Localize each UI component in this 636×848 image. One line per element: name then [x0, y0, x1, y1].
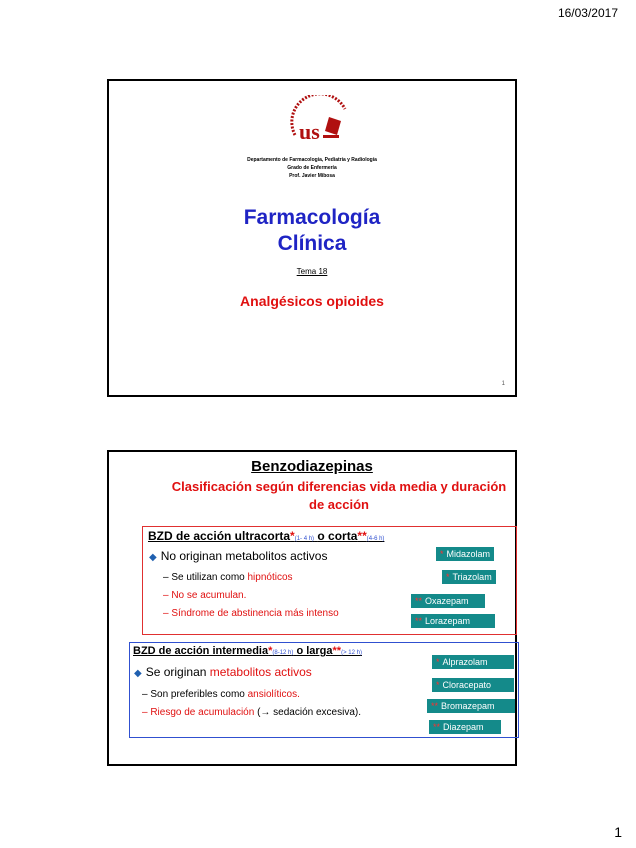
- drug-tag: [436, 547, 494, 561]
- university-seal-icon: [285, 95, 355, 149]
- drug-tag: [432, 678, 514, 692]
- half-life-range: (8-12 h): [272, 650, 294, 656]
- slide-subtitle: Analgésicos opioides: [240, 293, 384, 309]
- star-marker: **: [415, 596, 423, 606]
- drug-tag: [411, 614, 495, 628]
- header-text: o larga: [296, 645, 333, 657]
- drug-name: Alprazolam: [442, 657, 488, 667]
- drug-name: Lorazepam: [425, 616, 471, 626]
- drug-tag: [442, 570, 496, 584]
- highlight-text: hipnóticos: [247, 572, 293, 583]
- department-line: Departamento de Farmacología, Pediatría y Radiología: [247, 157, 377, 163]
- drug-tag: [411, 594, 485, 608]
- highlight-text: metabolitos activos: [209, 665, 312, 679]
- star-marker: **: [431, 701, 439, 711]
- drug-name: Oxazepam: [425, 596, 469, 606]
- topic-label: Tema 18: [296, 267, 328, 276]
- group-header: [148, 529, 384, 543]
- drug-tag: [429, 720, 501, 734]
- star-marker: *: [290, 529, 295, 543]
- star-marker: *: [446, 572, 450, 582]
- slide-subtitle: Clasificación según diferencias vida media y duración de acción: [171, 479, 507, 512]
- page-number: 1: [614, 824, 622, 840]
- header-text: BZD de acción ultracorta: [148, 529, 291, 543]
- star-marker: **: [415, 616, 423, 626]
- department-line: Grado de Enfermería: [287, 165, 337, 171]
- slide-main-title: [109, 205, 515, 257]
- highlight-text: – Riesgo de acumulación: [142, 707, 255, 718]
- drug-name: Diazepam: [443, 722, 484, 732]
- star-marker: *: [268, 645, 273, 657]
- slide-title: [107, 79, 517, 397]
- title-line: Farmacología: [243, 206, 381, 229]
- star-marker: **: [332, 645, 342, 657]
- drug-name: Cloracepato: [442, 680, 492, 690]
- star-marker: **: [433, 722, 441, 732]
- slide-benzodiazepinas: [107, 450, 517, 766]
- star-marker: **: [357, 529, 367, 543]
- title-line: Clínica: [277, 232, 347, 255]
- header-text: BZD de acción intermedia: [133, 645, 269, 657]
- half-life-range: (4-6 h): [366, 536, 385, 542]
- star-marker: *: [436, 657, 440, 667]
- bullet-text: Se originan: [145, 665, 210, 679]
- sub-bullet-text: – Se utilizan como: [163, 572, 248, 583]
- group-header: [133, 645, 362, 657]
- drug-tag: [432, 655, 514, 669]
- half-life-range: (> 12 h): [341, 650, 362, 656]
- slide-title: Benzodiazepinas: [251, 458, 373, 475]
- print-date: 16/03/2017: [557, 6, 618, 20]
- highlight-text: ansiolíticos.: [247, 689, 300, 700]
- drug-name: Triazolam: [452, 572, 492, 582]
- bullet-point: [149, 549, 327, 563]
- sub-bullet: [163, 572, 293, 583]
- half-life-range: (1- 4 h): [294, 536, 315, 542]
- sub-bullet: – No se acumulan.: [163, 590, 247, 601]
- sub-bullet-text: – Son preferibles como: [142, 689, 248, 700]
- svg-text:us: us: [299, 119, 320, 144]
- sub-bullet-text: (→ sedación excesiva).: [254, 707, 362, 718]
- bullet-point: [134, 665, 312, 679]
- sub-bullet: [142, 707, 361, 718]
- drug-name: Bromazepam: [441, 701, 495, 711]
- header-text: o corta: [317, 529, 358, 543]
- drug-tag: [427, 699, 515, 713]
- slide-number: 1: [501, 381, 505, 387]
- diamond-bullet-icon: ◆: [134, 668, 142, 679]
- department-line: Prof. Javier Mibosa: [289, 173, 335, 179]
- bullet-text: No originan metabolitos activos: [160, 549, 328, 563]
- star-marker: *: [440, 549, 444, 559]
- drug-name: Midazolam: [446, 549, 491, 559]
- sub-bullet: – Síndrome de abstinencia más intenso: [163, 608, 339, 619]
- sub-bullet: [142, 689, 300, 700]
- star-marker: *: [436, 680, 440, 690]
- diamond-bullet-icon: ◆: [149, 552, 157, 563]
